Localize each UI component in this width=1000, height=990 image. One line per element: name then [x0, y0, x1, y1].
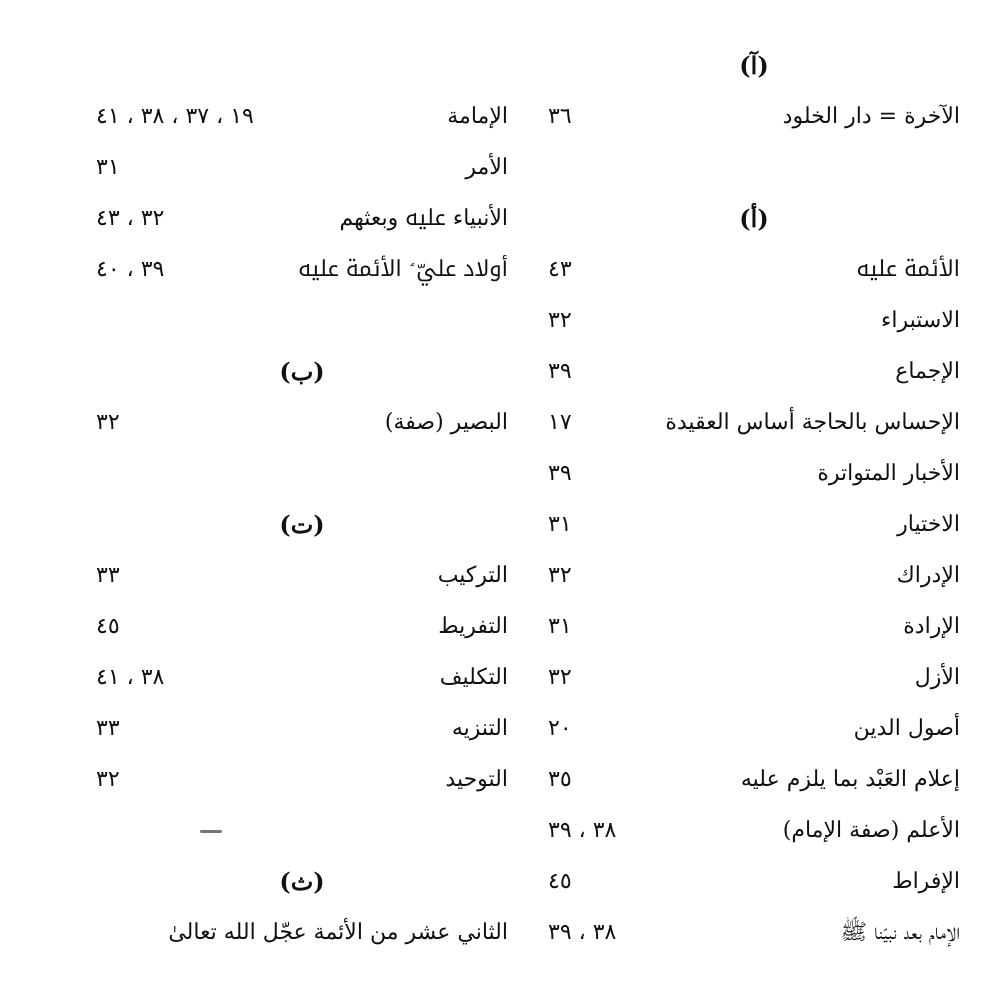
- page-numbers: ٣٩: [548, 461, 572, 486]
- index-term: الاستبراء: [881, 308, 960, 333]
- index-entry: [96, 652, 508, 703]
- blank-line: [548, 142, 960, 193]
- page-numbers: ٣٢: [548, 665, 572, 690]
- index-entry: [96, 244, 508, 295]
- index-entry: [96, 703, 508, 754]
- page-numbers: ٣٢ ، ٤٣: [96, 206, 165, 231]
- page-numbers: ٤٣: [548, 257, 572, 282]
- letter-heading: (ت): [279, 510, 325, 539]
- index-column-left: [96, 40, 508, 958]
- index-term: الأئمة ﷷ: [856, 257, 960, 282]
- index-entry: [548, 448, 960, 499]
- page-numbers: ٣٢: [548, 308, 572, 333]
- index-entry: [548, 346, 960, 397]
- index-term: التنزيه: [451, 716, 508, 741]
- index-entry: [96, 142, 508, 193]
- page-numbers: ٣٥: [548, 767, 572, 792]
- letter-heading: (ب): [279, 357, 325, 386]
- index-term: الآخرة = دار الخلود: [782, 104, 960, 129]
- index-term: أولاد عليّ ؑ الأئمة ﷷ: [298, 257, 508, 282]
- print-speck: [200, 830, 222, 833]
- index-term: التكليف: [439, 665, 508, 690]
- index-term: الإمامة: [447, 104, 508, 129]
- index-entry: [548, 907, 960, 958]
- letter-heading: (آ): [739, 51, 769, 80]
- blank-line: [96, 40, 508, 91]
- page-numbers: ١٧: [548, 410, 572, 435]
- index-term: الإجماع: [895, 359, 960, 384]
- index-term: التفريط: [438, 614, 508, 639]
- blank-line: [96, 295, 508, 346]
- index-entry: [548, 91, 960, 142]
- index-entry: [548, 805, 960, 856]
- letter-heading: (ث): [279, 867, 325, 896]
- letter-heading: (أ): [739, 204, 769, 233]
- page-numbers: ٢٠: [548, 716, 572, 741]
- page-numbers: ٣٣: [96, 716, 120, 741]
- page-numbers: ٣٢: [96, 410, 120, 435]
- index-term: الإرادة: [903, 614, 960, 639]
- index-entry: [96, 550, 508, 601]
- index-entry: [548, 397, 960, 448]
- index-column-right: [548, 40, 960, 958]
- index-term: التوحيد: [445, 767, 508, 792]
- index-entry: [96, 91, 508, 142]
- index-entry: [548, 295, 960, 346]
- blank-line: [96, 805, 508, 856]
- index-term: الأنبياء ﷷ وبعثهم: [339, 206, 508, 231]
- index-term: الأمر: [465, 155, 508, 180]
- index-entry: [548, 601, 960, 652]
- index-entry: [96, 193, 508, 244]
- index-term: الأخبار المتواترة: [817, 461, 960, 486]
- page-numbers: ٣٨ ، ٤١: [96, 665, 165, 690]
- page-numbers: ٣٨ ، ٣٩: [548, 818, 617, 843]
- page-numbers: ٣٢: [548, 563, 572, 588]
- page-numbers: ٣٦: [548, 104, 572, 129]
- page-numbers: ٤٥: [96, 614, 120, 639]
- page-numbers: ٣٨ ، ٣٩: [548, 920, 617, 945]
- page-numbers: ٣٢: [96, 767, 120, 792]
- index-entry: [548, 703, 960, 754]
- index-entry: [96, 601, 508, 652]
- index-entry: [548, 856, 960, 907]
- index-term: أصول الدين: [853, 716, 960, 741]
- page-numbers: ١٩ ، ٣٧ ، ٣٨ ، ٤١: [96, 104, 254, 129]
- page-numbers: ٣٣: [96, 563, 120, 588]
- index-term: الثاني عشر من الأئمة عجّل الله تعالىٰ: [168, 920, 508, 945]
- index-term: الإمام بعد نبيّنا ﷺ: [840, 920, 960, 945]
- page-numbers: ٣١: [548, 614, 572, 639]
- index-entry: [548, 499, 960, 550]
- index-term: الإفراط: [892, 869, 960, 894]
- index-term: الإحساس بالحاجة أساس العقيدة: [665, 410, 960, 435]
- index-term: الاختيار: [897, 512, 960, 537]
- index-entry: [548, 244, 960, 295]
- page-numbers: ٣٩: [548, 359, 572, 384]
- page-numbers: ٤٥: [548, 869, 572, 894]
- index-term: إعلام العَبْد بما يلزم عليه: [740, 767, 960, 792]
- index-term: البصير (صفة): [384, 410, 508, 435]
- index-term: الإدراك: [896, 563, 960, 588]
- index-term: الأزل: [914, 665, 960, 690]
- page-numbers: ٣٩ ، ٤٠: [96, 257, 165, 282]
- index-term: الأعلم (صفة الإمام): [782, 818, 960, 843]
- index-entry: [548, 754, 960, 805]
- blank-line: [96, 448, 508, 499]
- page-numbers: ٣١: [96, 155, 120, 180]
- index-term: التركيب: [437, 563, 508, 588]
- index-entry: [548, 550, 960, 601]
- page-numbers: ٣١: [548, 512, 572, 537]
- index-entry: [96, 397, 508, 448]
- index-entry: [548, 652, 960, 703]
- index-entry: [96, 754, 508, 805]
- index-entry: [96, 907, 508, 958]
